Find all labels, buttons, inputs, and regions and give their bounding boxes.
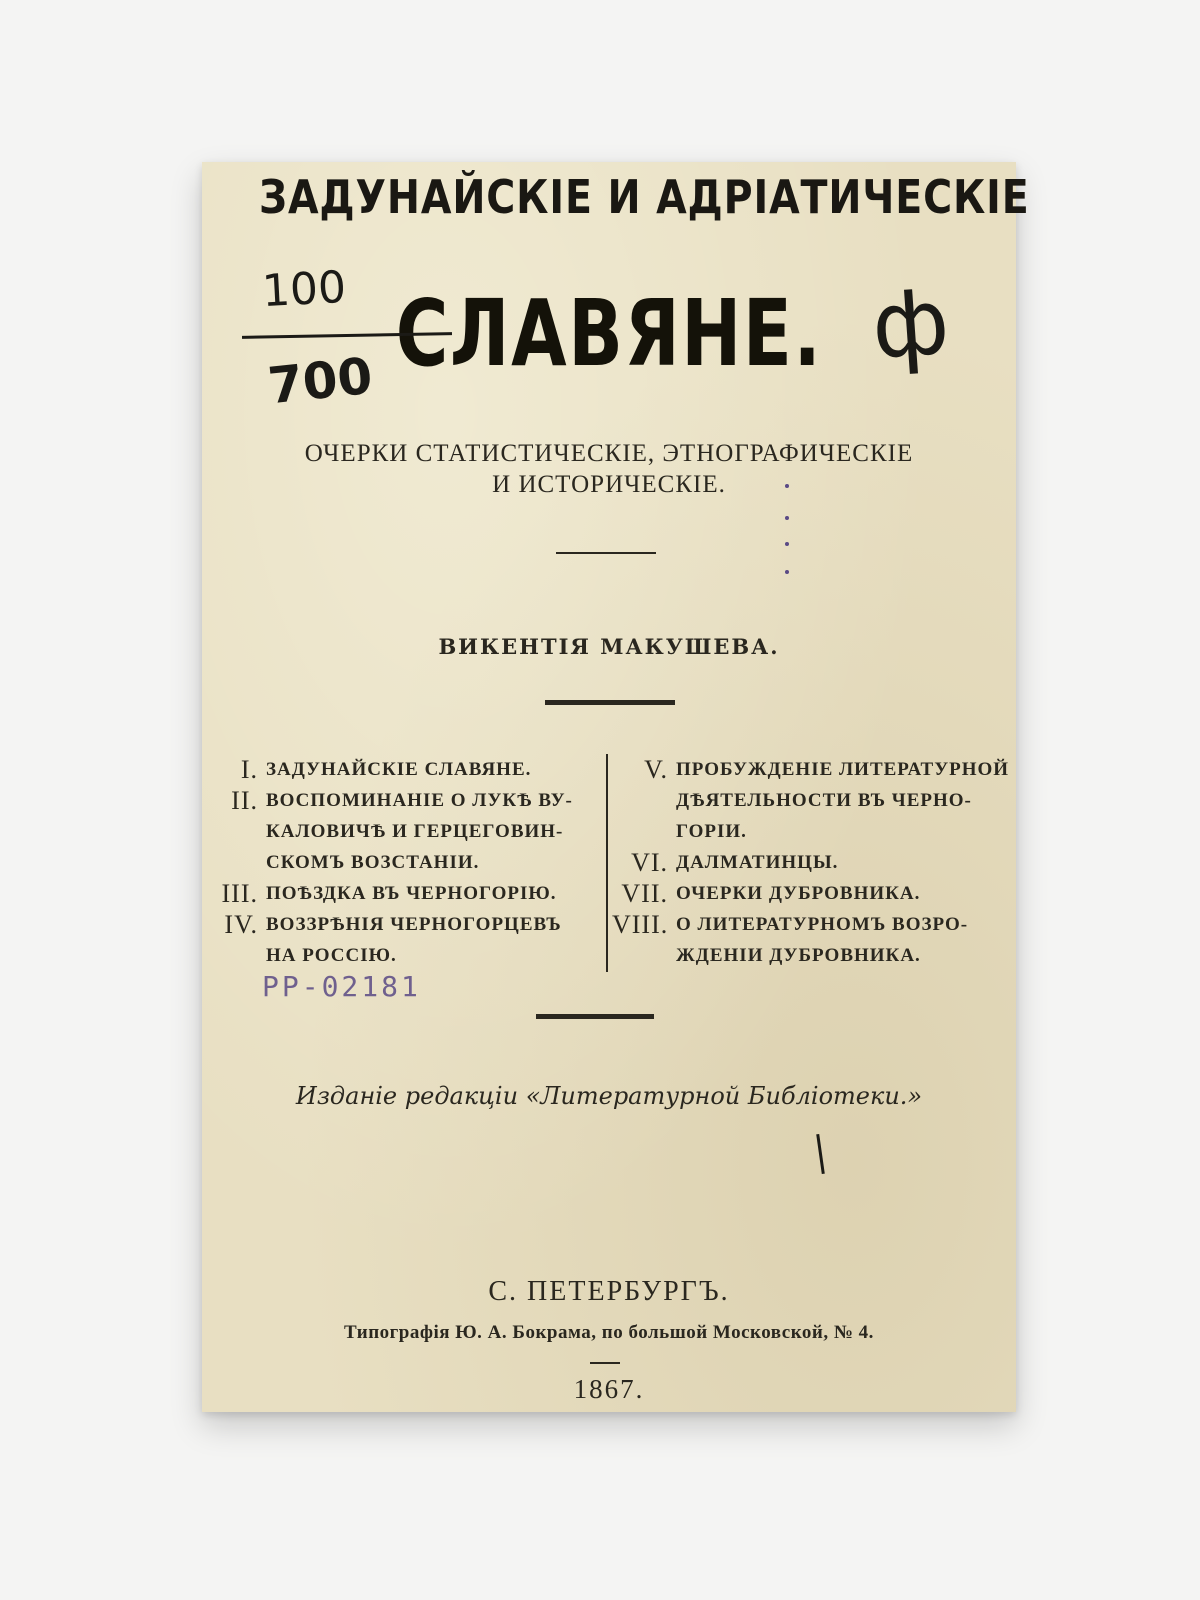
divider-rule-1: [556, 552, 656, 554]
entry-number: I.: [240, 755, 258, 784]
entry-line: КАЛОВИЧѢ И ГЕРЦЕГОВИН-: [266, 821, 564, 842]
entry-line: ДѢЯТЕЛЬНОСТИ ВЪ ЧЕРНО-: [676, 790, 972, 811]
entry-line: ПРОБУЖДЕНІЕ ЛИТЕРАТУРНОЙ: [676, 759, 1010, 780]
publication-year: 1867.: [573, 1374, 645, 1404]
handwritten-fraction-top: 100: [260, 261, 348, 318]
divider-rule-2: [545, 700, 675, 705]
entry-line: ГОРІИ.: [676, 821, 747, 842]
library-stamp: РР-02181: [262, 970, 421, 1003]
subtitle: [202, 438, 1016, 500]
entry-line: ДАЛМАТИНЦЫ.: [676, 852, 839, 873]
pencil-stroke-mark: [816, 1134, 825, 1174]
entry-line: ОЧЕРКИ ДУБРОВНИКА.: [676, 883, 921, 904]
entry-number: III.: [221, 879, 258, 908]
entry-number: VI.: [631, 848, 668, 877]
entry-number: IV.: [224, 910, 258, 939]
contents-column-divider: [606, 754, 608, 972]
handwritten-letter: ф: [868, 269, 953, 380]
contents-left-column: [202, 754, 602, 974]
entry-line: ЖДЕНІИ ДУБРОВНИКА.: [676, 945, 921, 966]
edition-note: Изданіе редакціи «Литературной Библіотеки.»: [295, 1082, 923, 1110]
divider-rule-3: [536, 1014, 654, 1019]
entry-number: VII.: [621, 879, 668, 908]
title-page: [202, 162, 1030, 1412]
entry-number: V.: [644, 755, 668, 784]
contents-right-column: [612, 754, 1016, 974]
entry-line: НА РОССІЮ.: [266, 945, 397, 966]
title-line-1: ЗАДУНАЙСКІЕ И АДРІАТИЧЕСКІЕ: [258, 170, 1030, 224]
subtitle-line-2: И ИСТОРИЧЕСКІЕ.: [492, 471, 726, 498]
divider-rule-4: [590, 1362, 620, 1364]
entry-line: ВОЗЗРѢНІЯ ЧЕРНОГОРЦЕВЪ: [266, 914, 562, 935]
entry-line: СКОМЪ ВОЗСТАНІИ.: [266, 852, 480, 873]
entry-line: ПОѢЗДКА ВЪ ЧЕРНОГОРІЮ.: [266, 883, 557, 904]
entry-number: II.: [231, 786, 258, 815]
subtitle-line-1: ОЧЕРКИ СТАТИСТИЧЕСКІЕ, ЭТНОГРАФИЧЕСКІЕ: [304, 440, 914, 467]
publication-city: С. ПЕТЕРБУРГЪ.: [488, 1276, 730, 1307]
title-line-2: СЛАВЯНЕ.: [395, 280, 823, 387]
pencil-dots-mark: [784, 480, 790, 590]
printer-line: Типографія Ю. А. Бокрама, по большой Московской, № 4.: [344, 1322, 874, 1343]
entry-line: ВОСПОМИНАНІЕ О ЛУКѢ ВУ-: [266, 790, 573, 811]
author: ВИКЕНТІЯ МАКУШЕВА.: [438, 634, 780, 659]
entry-line: ЗАДУНАЙСКІЕ СЛАВЯНЕ.: [266, 759, 532, 780]
entry-line: О ЛИТЕРАТУРНОМЪ ВОЗРО-: [676, 914, 969, 935]
entry-number: VIII.: [612, 910, 669, 939]
handwritten-fraction-bottom: 700: [265, 346, 376, 416]
